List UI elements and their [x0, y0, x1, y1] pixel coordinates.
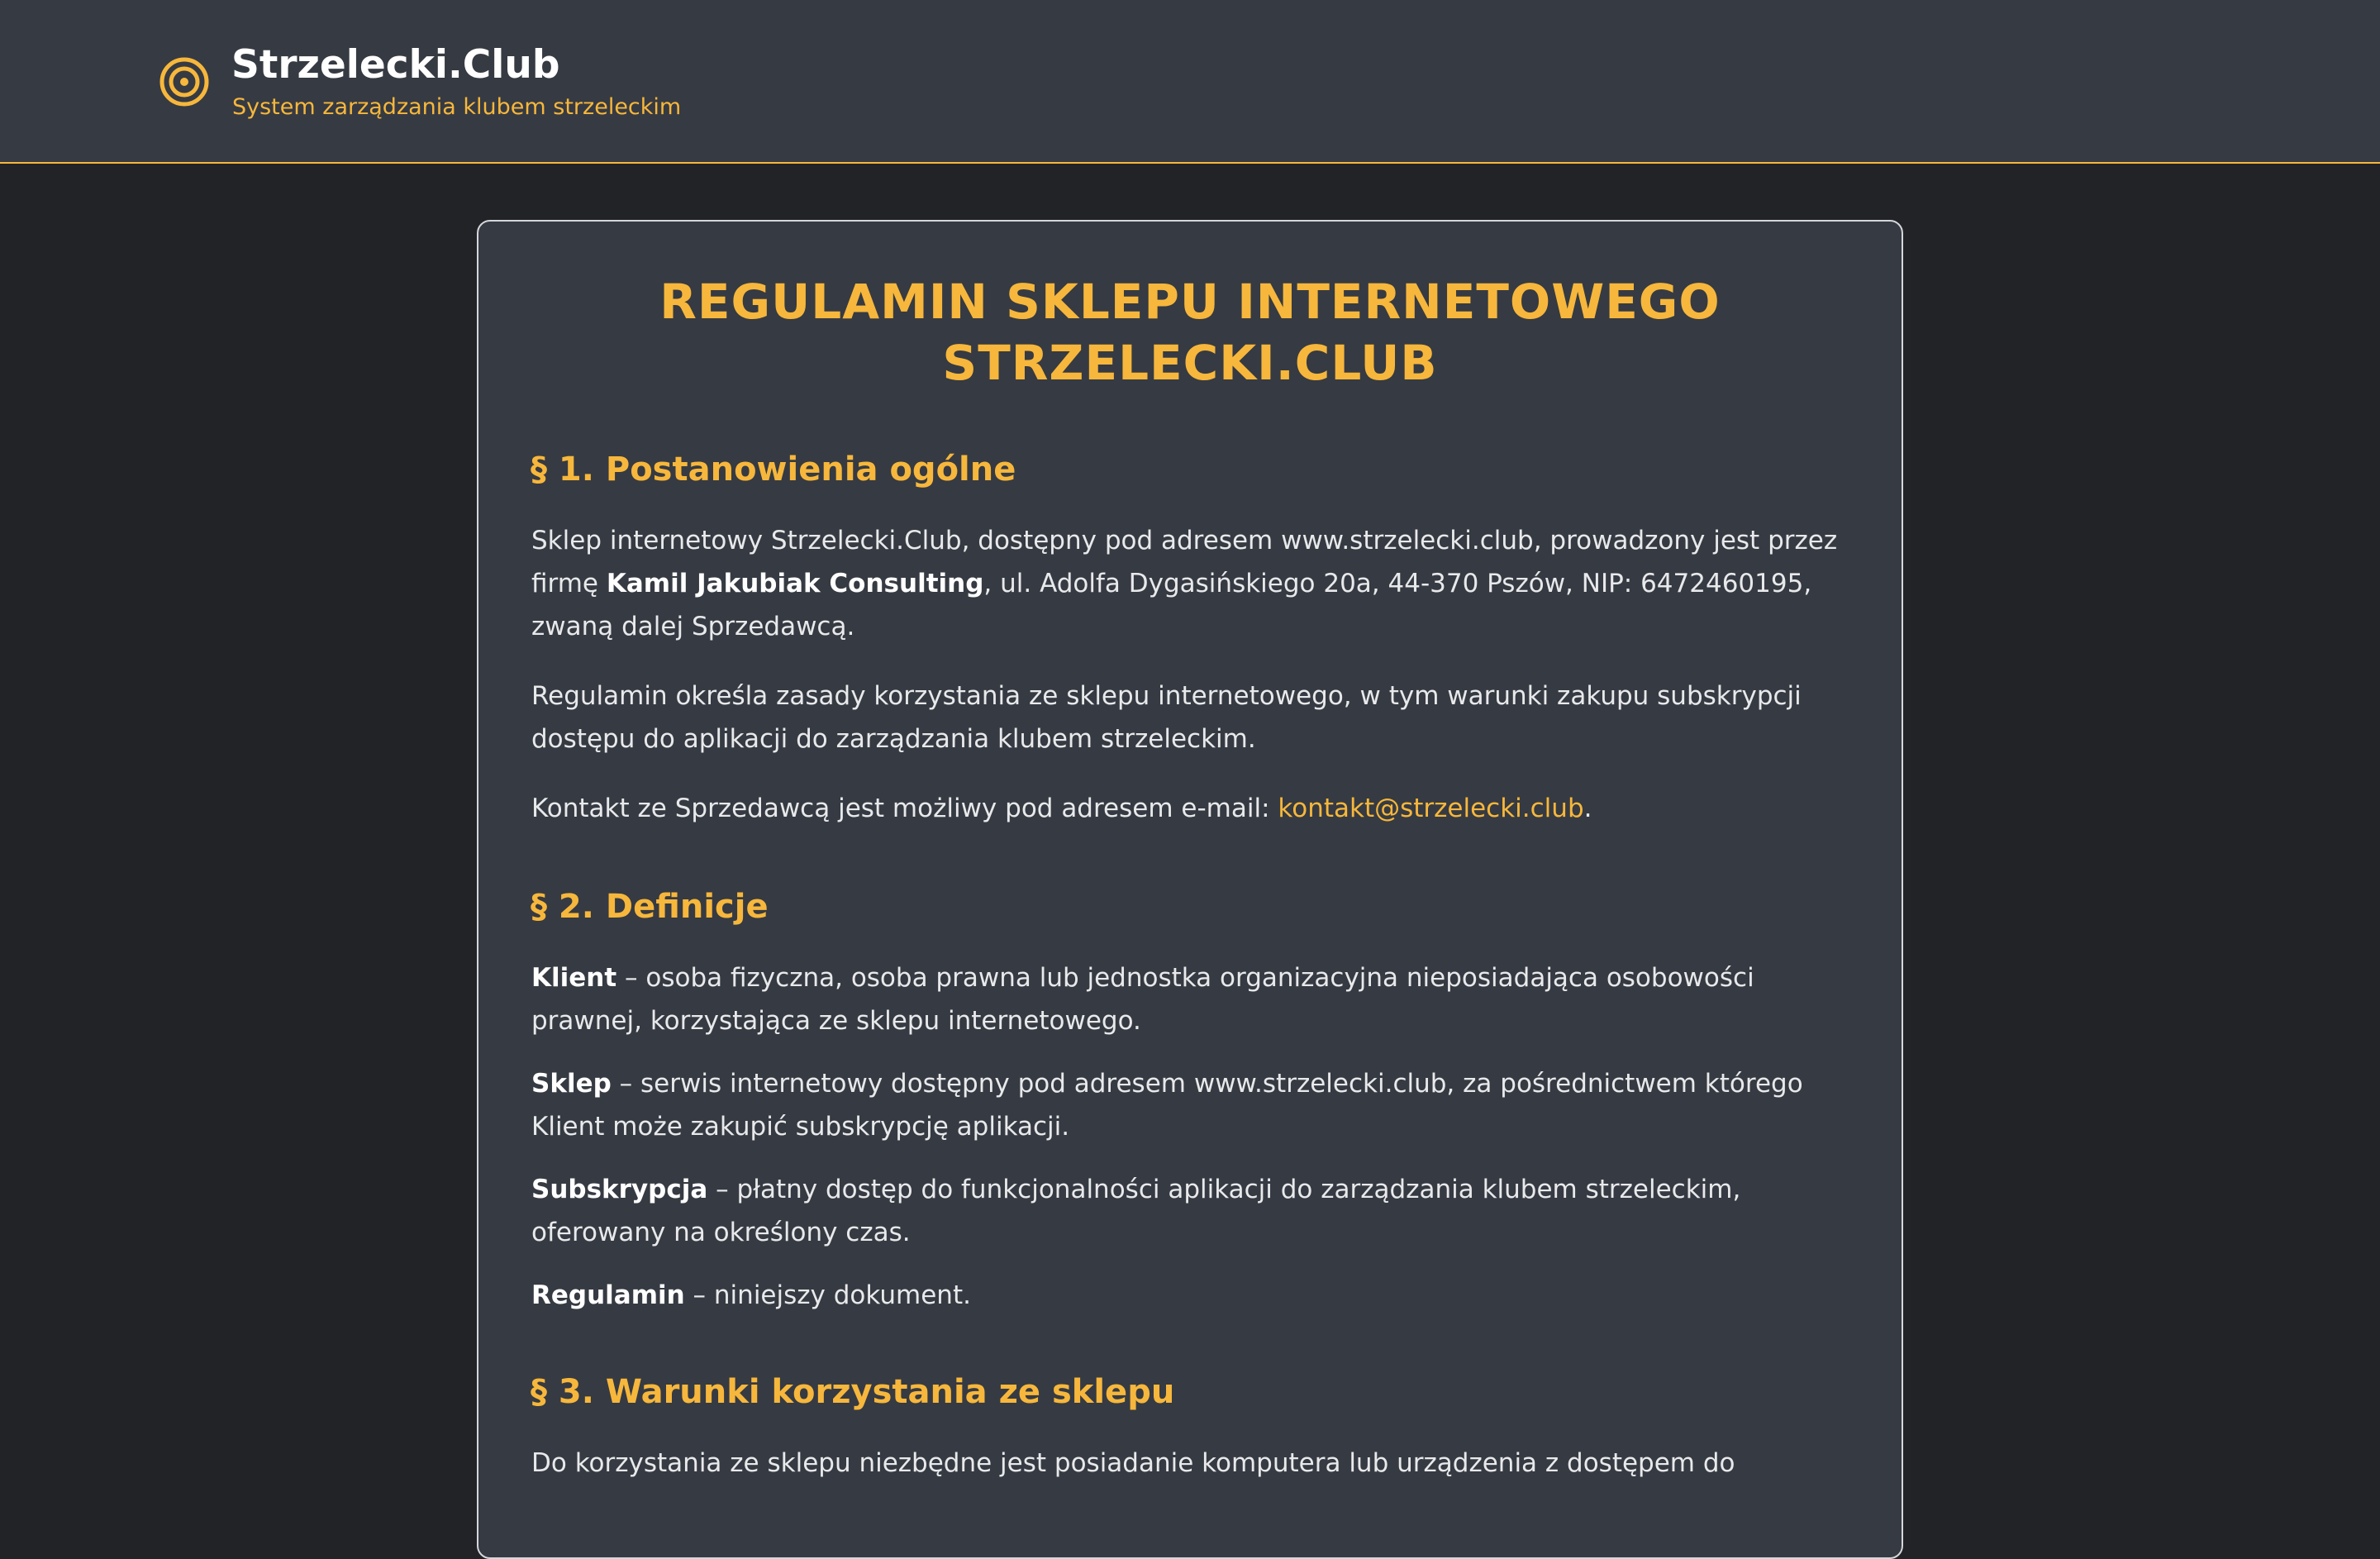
definition-item: [531, 1168, 1870, 1254]
site-header: [0, 0, 2380, 164]
p3-text-a: Kontakt ze Sprzedawcą jest możliwy pod adresem e-mail:: [531, 794, 1278, 823]
page-title-line-2: STRZELECKI.CLUB: [942, 335, 1438, 391]
definition-term: Sklep: [531, 1069, 612, 1099]
p3-text-b: .: [1583, 794, 1592, 823]
section-2-heading: § 2. Definicje: [531, 888, 769, 926]
definition-text: – serwis internetowy dostępny pod adresem www.strzelecki.club, za pośrednictwem którego Klient może zakupić subskrypcję aplikacji.: [531, 1069, 1803, 1142]
terms-card: [477, 220, 1903, 1559]
p1-text-a: Sklep internetowy Strzelecki.Club, dostępny pod adresem www.strzelecki.club, prowadzony jest przez firmę: [531, 526, 1838, 598]
target-icon[interactable]: [159, 57, 209, 107]
definition-term: Klient: [531, 963, 617, 993]
section-1-paragraph-3: [531, 787, 1870, 830]
contact-email-link[interactable]: kontakt@strzelecki.club: [1278, 794, 1584, 823]
definition-item: [531, 1062, 1870, 1148]
definition-item: [531, 1274, 1870, 1317]
section-1-paragraph-2: Regulamin określa zasady korzystania ze sklepu internetowego, w tym warunki zakupu subskrypcji dostępu do aplikacji do zarządzania klubem strzeleckim.: [531, 681, 1802, 754]
company-name: Kamil Jakubiak Consulting: [606, 569, 984, 598]
p1-text-b: , ul. Adolfa Dygasińskiego 20a, 44-370 Pszów, NIP: 6472460195, zwaną dalej Sprzedawcą.: [531, 569, 1812, 641]
definition-text: – osoba fizyczna, osoba prawna lub jednostka organizacyjna nieposiadająca osobowości prawnej, korzystająca ze sklepu internetowego.: [531, 963, 1754, 1036]
definition-item: [531, 956, 1870, 1042]
page-title: [478, 271, 1902, 393]
section-1-paragraph-1: [531, 519, 1870, 648]
section-3-paragraph-1: Do korzystania ze sklepu niezbędne jest posiadanie komputera lub urządzenia z dostępem do: [531, 1448, 1735, 1478]
section-1-heading: § 1. Postanowienia ogólne: [531, 451, 1016, 489]
definition-term: Subskrypcja: [531, 1175, 708, 1204]
definition-term: Regulamin: [531, 1280, 685, 1310]
definition-text: – płatny dostęp do funkcjonalności aplikacji do zarządzania klubem strzeleckim, oferowany na określony czas.: [531, 1175, 1741, 1247]
section-3-heading: § 3. Warunki korzystania ze sklepu: [531, 1373, 1175, 1411]
site-title[interactable]: Strzelecki.Club: [231, 42, 560, 88]
page-title-line-1: REGULAMIN SKLEPU INTERNETOWEGO: [659, 274, 1721, 330]
site-subtitle: System zarządzania klubem strzeleckim: [232, 94, 682, 120]
definition-text: – niniejszy dokument.: [684, 1280, 971, 1310]
